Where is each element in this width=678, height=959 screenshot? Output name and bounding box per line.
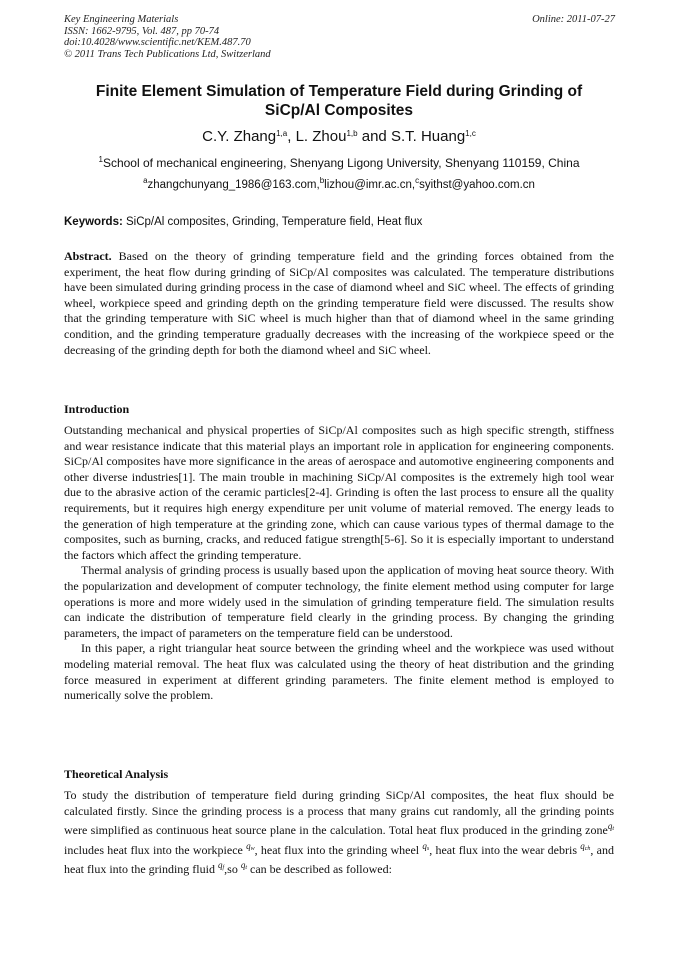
copyright-line: © 2011 Trans Tech Publications Ltd, Switzerland — [64, 48, 271, 60]
affiliation-text: School of mechanical engineering, Shenyang Ligong University, Shenyang 110159, China — [102, 156, 580, 170]
paper-title — [64, 82, 614, 120]
abstract-paragraph — [64, 249, 614, 358]
author-affil-mark: 1,a — [276, 129, 288, 138]
email-mark: b — [319, 176, 325, 185]
author-name: S.T. Huang — [390, 128, 466, 145]
abstract-label: Abstract. — [64, 249, 112, 263]
author-list — [64, 128, 614, 146]
author-affil-mark: 1,c — [465, 129, 476, 138]
theory-text: , heat flux into the grinding wheel — [254, 842, 423, 857]
symbol-letter: q — [246, 840, 251, 851]
affiliation-mark: 1 — [98, 155, 103, 164]
theory-text: To study the distribution of temperature field during grinding SiCp/Al composites, the heat flux should be calculated firstly. Since the grinding process is a process that many grains cut randomly, all the grinding points were simplified as continuous heat source plane in the calculation. Total heat flux produced in the grinding zone — [64, 788, 614, 838]
symbol-letter: q — [607, 821, 613, 832]
theory-heading: Theoretical Analysis — [64, 767, 169, 781]
symbol-subscript: f — [222, 865, 225, 872]
author-name: L. Zhou — [295, 128, 347, 145]
theory-text: can be described as followed: — [247, 862, 392, 877]
affiliation — [64, 156, 614, 171]
symbol-q-w — [246, 841, 255, 851]
author-separator: and — [357, 128, 391, 145]
email-mark: c — [415, 176, 420, 185]
journal-name: Key Engineering Materials — [64, 14, 179, 25]
keywords-text: SiCp/Al composites, Grinding, Temperature field, Heat flux — [122, 216, 423, 228]
symbol-q-ch — [580, 841, 590, 851]
intro-paragraph-1: Outstanding mechanical and physical properties of SiCp/Al composites such as high specific strength, stiffness and wear resistance indicate that this material plays an important role in application for engineering components. SiCp/Al composites have more significance in the areas of aerospace and automotive engineering components and other diverse industries[1]. The main trouble in machining SiCp/Al composites is the extremely high tool wear due to the abrasive action of the ceramic particles[2-4]. Grinding is often the last process to ensure all the quality requirements, but it requires high energy expenditure per unit volume of material removed. The energy leads to the generation of high temperature at the grinding zone, which can cause various types of thermal damage to the composites, such as burning, cracks, and reduced fatigue strength[5-6]. So it is especially important to understand the factors which affect the grinding temperature. — [64, 423, 614, 562]
symbol-subscript: t — [612, 826, 614, 833]
doi-line: doi:10.4028/www.scientific.net/KEM.487.70 — [64, 37, 251, 48]
symbol-letter: q — [422, 840, 427, 851]
title-line-2: SiCp/Al Composites — [264, 102, 414, 119]
symbol-subscript: ch — [584, 845, 591, 852]
email-list — [64, 178, 614, 193]
issn-line: ISSN: 1662-9795, Vol. 487, pp 70-74 — [64, 25, 220, 37]
theory-text: includes heat flux into the workpiece — [64, 842, 247, 857]
email-address[interactable]: lizhou@imr.ac.cn, — [324, 179, 416, 191]
abstract-section — [64, 249, 614, 358]
email-mark: a — [143, 176, 148, 185]
theory-text: , and heat flux into the grinding fluid — [64, 842, 614, 877]
symbol-letter: q — [240, 860, 246, 871]
email-address[interactable]: zhangchunyang_1986@163.com, — [147, 179, 320, 191]
abstract-text: Based on the theory of grinding temperature field and the grinding forces obtained from the experiment, the heat flow during grinding of SiCp/Al composites was calculated. The temperature distributions have been simulated during grinding process in the case of diamond wheel and SiC wheel. The effects of grinding wheel, workpiece speed and grinding depth on the grinding temperature field were discussed. The results show that the grinding temperature with SiC wheel is much higher than that of diamond wheel in the same grinding condition, and the grinding temperature gradually decreases with the increasing of the workpiece speed or the decreasing of the grinding depth for both the diamond wheel and SiC wheel. — [64, 249, 614, 357]
introduction-section — [64, 423, 614, 704]
theory-text: , heat flux into the wear debris — [429, 842, 581, 857]
theory-paragraph — [64, 788, 614, 878]
symbol-q-t — [608, 821, 614, 831]
journal-header — [64, 14, 271, 60]
intro-paragraph-3: In this paper, a right triangular heat source between the grinding wheel and the workpiece was used without modeling material removal. The heat flux was calculated using the theory of heat distribution and the grinding force measured in experiment at different grinding parameters. The finite element method is employed to numerically solve the problem. — [64, 641, 614, 703]
title-line-1: Finite Element Simulation of Temperature Field during Grinding of — [95, 83, 583, 100]
introduction-heading: Introduction — [64, 402, 130, 416]
symbol-letter: q — [217, 860, 223, 871]
intro-paragraph-2: Thermal analysis of grinding process is usually based upon the application of moving heat source theory. With the popularization and development of computer technology, the finite element method using computer for large operations is more and more widely used in the simulation of grinding temperature field. The simulation results can indicate the distribution of temperature field clearly in the grinding process. By changing the grinding parameters, the impact of parameters on the temperature field can be understood. — [64, 563, 614, 640]
symbol-letter: q — [580, 840, 585, 851]
theory-text: ,so — [224, 862, 241, 877]
author-name: C.Y. Zhang — [202, 128, 277, 145]
online-date: Online: 2011-07-27 — [532, 14, 615, 25]
keywords — [64, 215, 614, 230]
email-address[interactable]: syithst@yahoo.com.cn — [419, 179, 535, 191]
theory-section — [64, 788, 614, 878]
symbol-subscript: t — [245, 865, 247, 872]
symbol-subscript: s — [426, 845, 430, 852]
author-affil-mark: 1,b — [346, 129, 358, 138]
keywords-label: Keywords: — [64, 216, 123, 228]
author-separator: , — [287, 128, 296, 145]
symbol-subscript: w — [250, 845, 255, 852]
